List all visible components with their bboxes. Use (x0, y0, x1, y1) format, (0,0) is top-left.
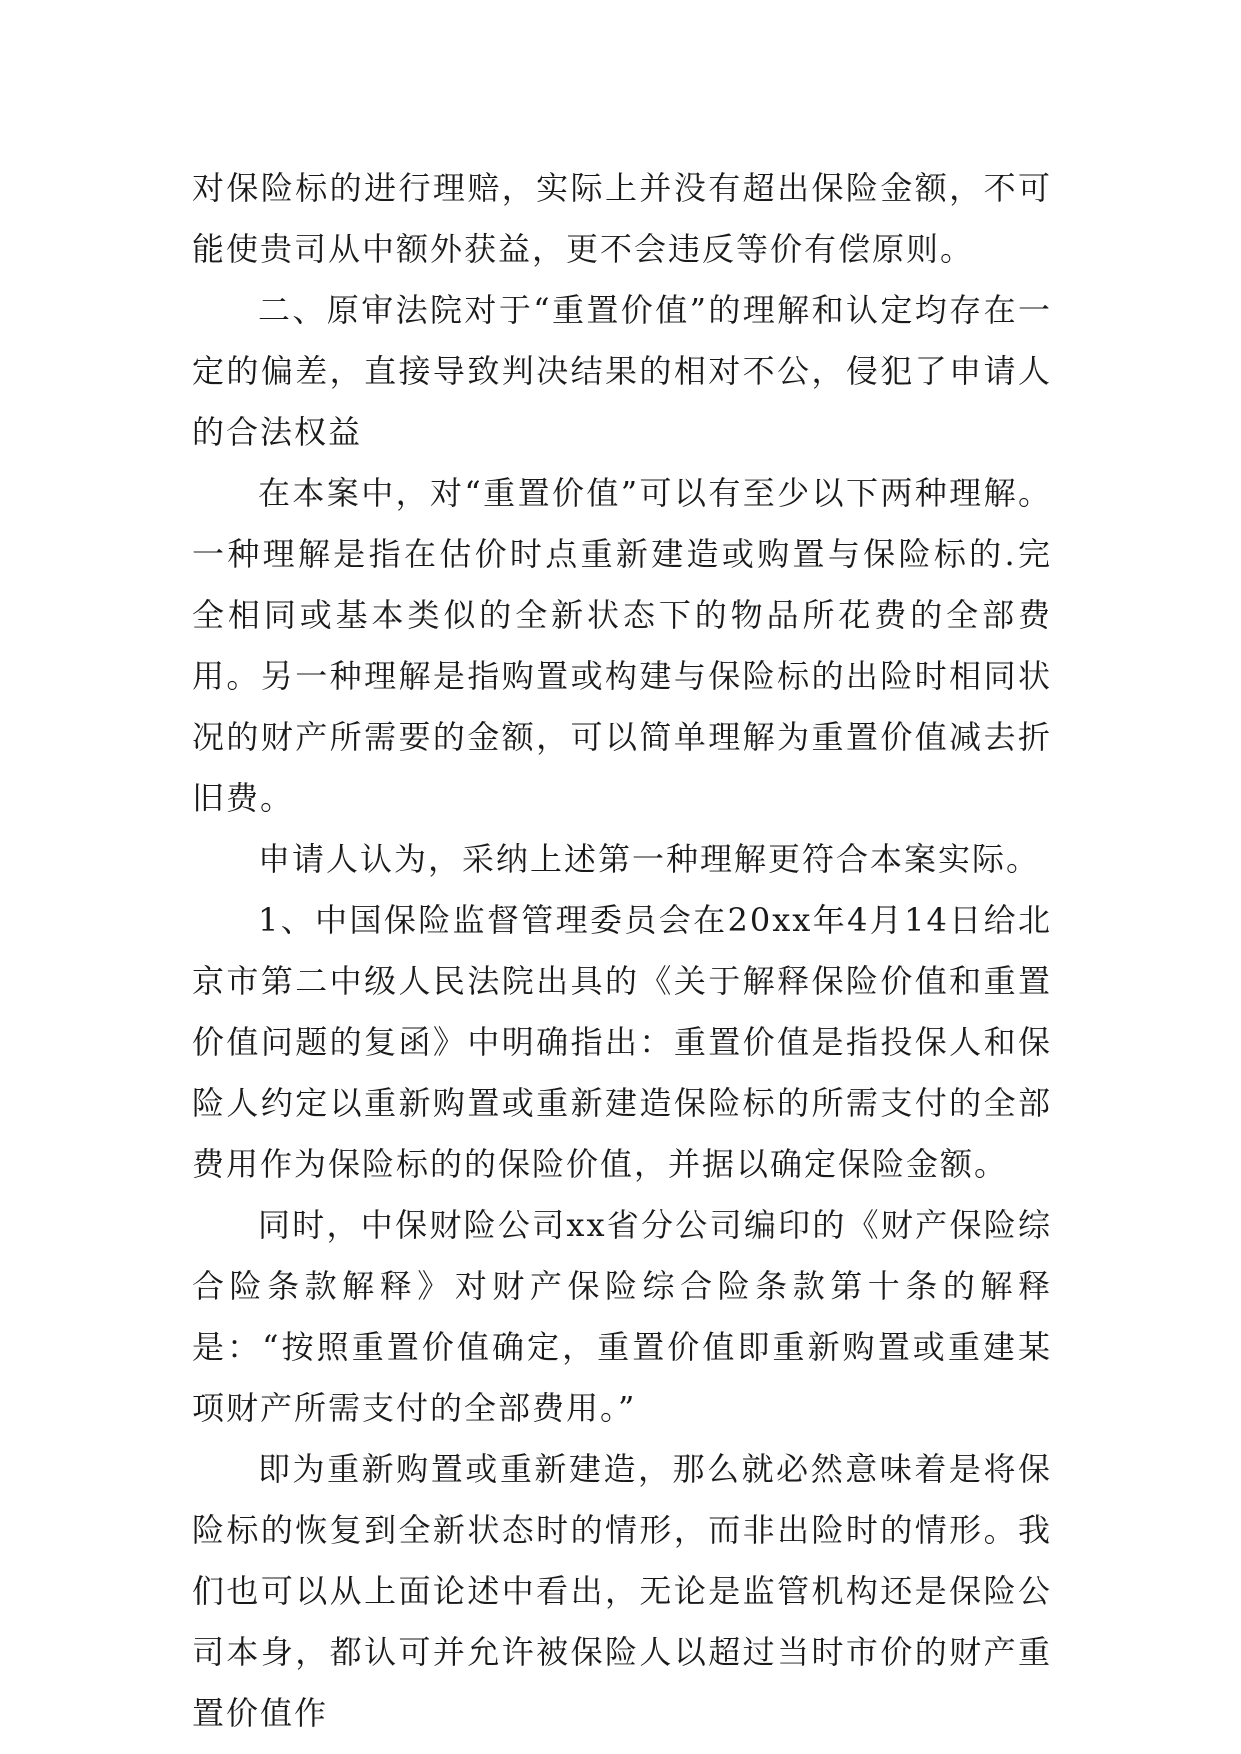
paragraph-5: 1、中国保险监督管理委员会在20xx年4月14日给北京市第二中级人民法院出具的《关于解释保险价值和重置价值问题的复函》中明确指出：重置价值是指投保人和保险人约定以重新购置或重新建造保险标的所需支付的全部费用作为保险标的的保险价值，并据以确定保险金额。 (192, 901, 1052, 1183)
document-body (192, 158, 1052, 1744)
paragraph-3: 在本案中，对“重置价值”可以有至少以下两种理解。一种理解是指在估价时点重新建造或购置与保险标的.完全相同或基本类似的全新状态下的物品所花费的全部费用。另一种理解是指购置或构建与保险标的出险时相同状况的财产所需要的金额，可以简单理解为重置价值减去折旧费。 (192, 474, 1052, 817)
paragraph-7: 即为重新购置或重新建造，那么就必然意味着是将保险标的恢复到全新状态时的情形，而非出险时的情形。我们也可以从上面论述中看出，无论是监管机构还是保险公司本身，都认可并允许被保险人以超过当时市价的财产重置价值作 (192, 1450, 1052, 1732)
paragraph-4: 申请人认为，采纳上述第一种理解更符合本案实际。 (258, 840, 1041, 878)
paragraph-1: 对保险标的进行理赔，实际上并没有超出保险金额，不可能使贵司从中额外获益，更不会违反等价有偿原则。 (192, 169, 1052, 268)
paragraph-6: 同时，中保财险公司xx省分公司编印的《财产保险综合险条款解释》对财产保险综合险条款第十条的解释是：“按照重置价值确定，重置价值即重新购置或重建某项财产所需支付的全部费用。” (192, 1206, 1052, 1427)
paragraph-2-heading: 二、原审法院对于“重置价值”的理解和认定均存在一定的偏差，直接导致判决结果的相对不公，侵犯了申请人的合法权益 (192, 291, 1052, 451)
